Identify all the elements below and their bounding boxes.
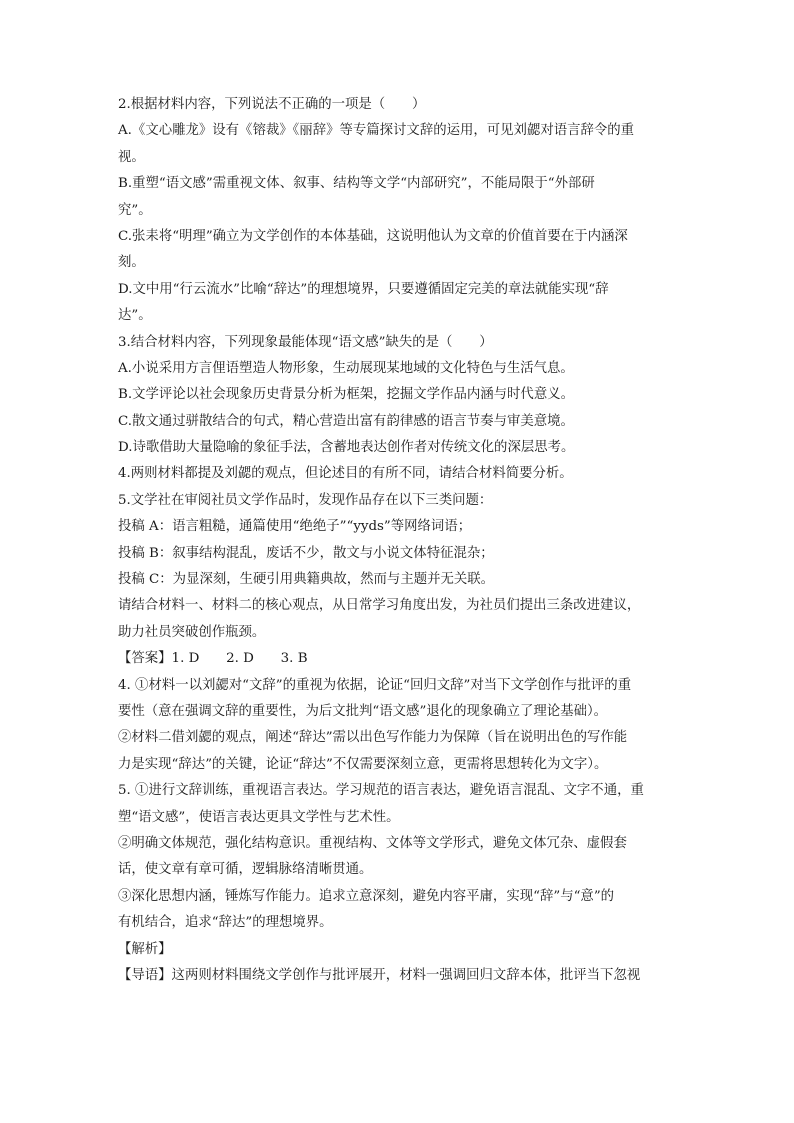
answer-5-point-1-cont: 塑“语文感”，使语言表达更具文学性与艺术性。 xyxy=(118,809,400,825)
answer-5-point-3: ③深化思想内涵，锤炼写作能力。追求立意深刻，避免内容平庸，实现“辞”与“意”的 xyxy=(118,888,615,904)
question-2-option-d-cont: 达”。 xyxy=(118,308,152,324)
document-body xyxy=(118,92,666,989)
question-3-option-a: A.小说采用方言俚语塑造人物形象，生动展现某地域的文化特色与生活气息。 xyxy=(118,360,574,376)
question-2-option-a: A.《文心雕龙》设有《镕裁》《丽辞》等专篇探讨文辞的运用，可见刘勰对语言辞令的重 xyxy=(118,123,635,139)
question-2-option-d: D.文中用“行云流水”比喻“辞达”的理想境界，只要遵循固定完美的章法就能实现“辞 xyxy=(118,281,609,297)
analysis-heading: 【解析】 xyxy=(118,941,172,957)
question-2-option-c-cont: 刻。 xyxy=(118,255,145,271)
question-2-stem: 2.根据材料内容，下列说法不正确的一项是（ ） xyxy=(118,97,426,112)
question-5-submission-c: 投稿 C：为显深刻，生硬引用典籍典故，然而与主题并无关联。 xyxy=(118,572,495,588)
question-5-instruction: 请结合材料一、材料二的核心观点，从日常学习角度出发，为社员们提出三条改进建议， xyxy=(118,598,641,614)
question-2-option-b: B.重塑“语文感”需重视文体、叙事、结构等文学“内部研究”，不能局限于“外部研 xyxy=(118,176,595,192)
question-3-option-c: C.散文通过骈散结合的句式，精心营造出富有韵律感的语言节奏与审美意境。 xyxy=(118,413,574,429)
question-5-stem: 5.文学社在审阅社员文学作品时，发现作品存在以下三类问题： xyxy=(118,492,493,508)
answer-4-point-1-cont: 要性（意在强调文辞的重要性，为后文批判“语文感”退化的现象确立了理论基础）。 xyxy=(118,703,608,719)
answer-5-point-3-cont: 有机结合，追求“辞达”的理想境界。 xyxy=(118,915,333,931)
analysis-intro: 【导语】这两则材料围绕文学创作与批评展开，材料一强调回归文辞本体，批评当下忽视 xyxy=(118,967,641,983)
question-2-option-b-cont: 究”。 xyxy=(118,202,152,218)
question-2-option-a-cont: 视。 xyxy=(118,149,145,165)
answer-4-point-1: 4. ①材料一以刘勰对“文辞”的重视为依据，论证“回归文辞”对当下文学创作与批评的重 xyxy=(118,677,632,693)
question-2-option-c: C.张耒将“明理”确立为文学创作的本体基础，这说明他认为文章的价值首要在于内涵深 xyxy=(118,228,628,244)
question-3-option-d: D.诗歌借助大量隐喻的象征手法，含蓄地表达创作者对传统文化的深层思考。 xyxy=(118,440,575,456)
question-5-instruction-cont: 助力社员突破创作瓶颈。 xyxy=(118,624,266,640)
answer-5-point-2: ②明确文体规范，强化结构意识。重视结构、文体等文学形式，避免文体冗杂、虚假套 xyxy=(118,835,627,851)
question-4-stem: 4.两则材料都提及刘勰的观点，但论述目的有所不同，请结合材料简要分析。 xyxy=(118,466,573,482)
question-3-option-b: B.文学评论以社会现象历史背景分析为框架，挖掘文学作品内涵与时代意义。 xyxy=(118,387,574,403)
answer-key: 【答案】1. D 2. D 3. B xyxy=(118,651,308,667)
question-5-submission-b: 投稿 B：叙事结构混乱，废话不少，散文与小说文体特征混杂； xyxy=(118,545,494,561)
answer-4-point-2-cont: 力是实现“辞达”的关键，论证“辞达”不仅需要深刻立意，更需将思想转化为文字）。 xyxy=(118,756,608,772)
answer-5-point-2-cont: 话，使文章有章可循，逻辑脉络清晰贯通。 xyxy=(118,862,373,878)
question-5-submission-a: 投稿 A：语言粗糙，通篇使用“绝绝子”“yyds”等网络词语； xyxy=(118,519,472,535)
answer-5-point-1: 5. ①进行文辞训练，重视语言表达。学习规范的语言表达，避免语言混乱、文字不通，重 xyxy=(118,783,644,799)
question-3-stem: 3.结合材料内容，下列现象最能体现“语文感”缺失的是（ ） xyxy=(118,334,493,350)
answer-4-point-2: ②材料二借刘勰的观点，阐述“辞达”需以出色写作能力为保障（旨在说明出色的写作能 xyxy=(118,730,628,746)
